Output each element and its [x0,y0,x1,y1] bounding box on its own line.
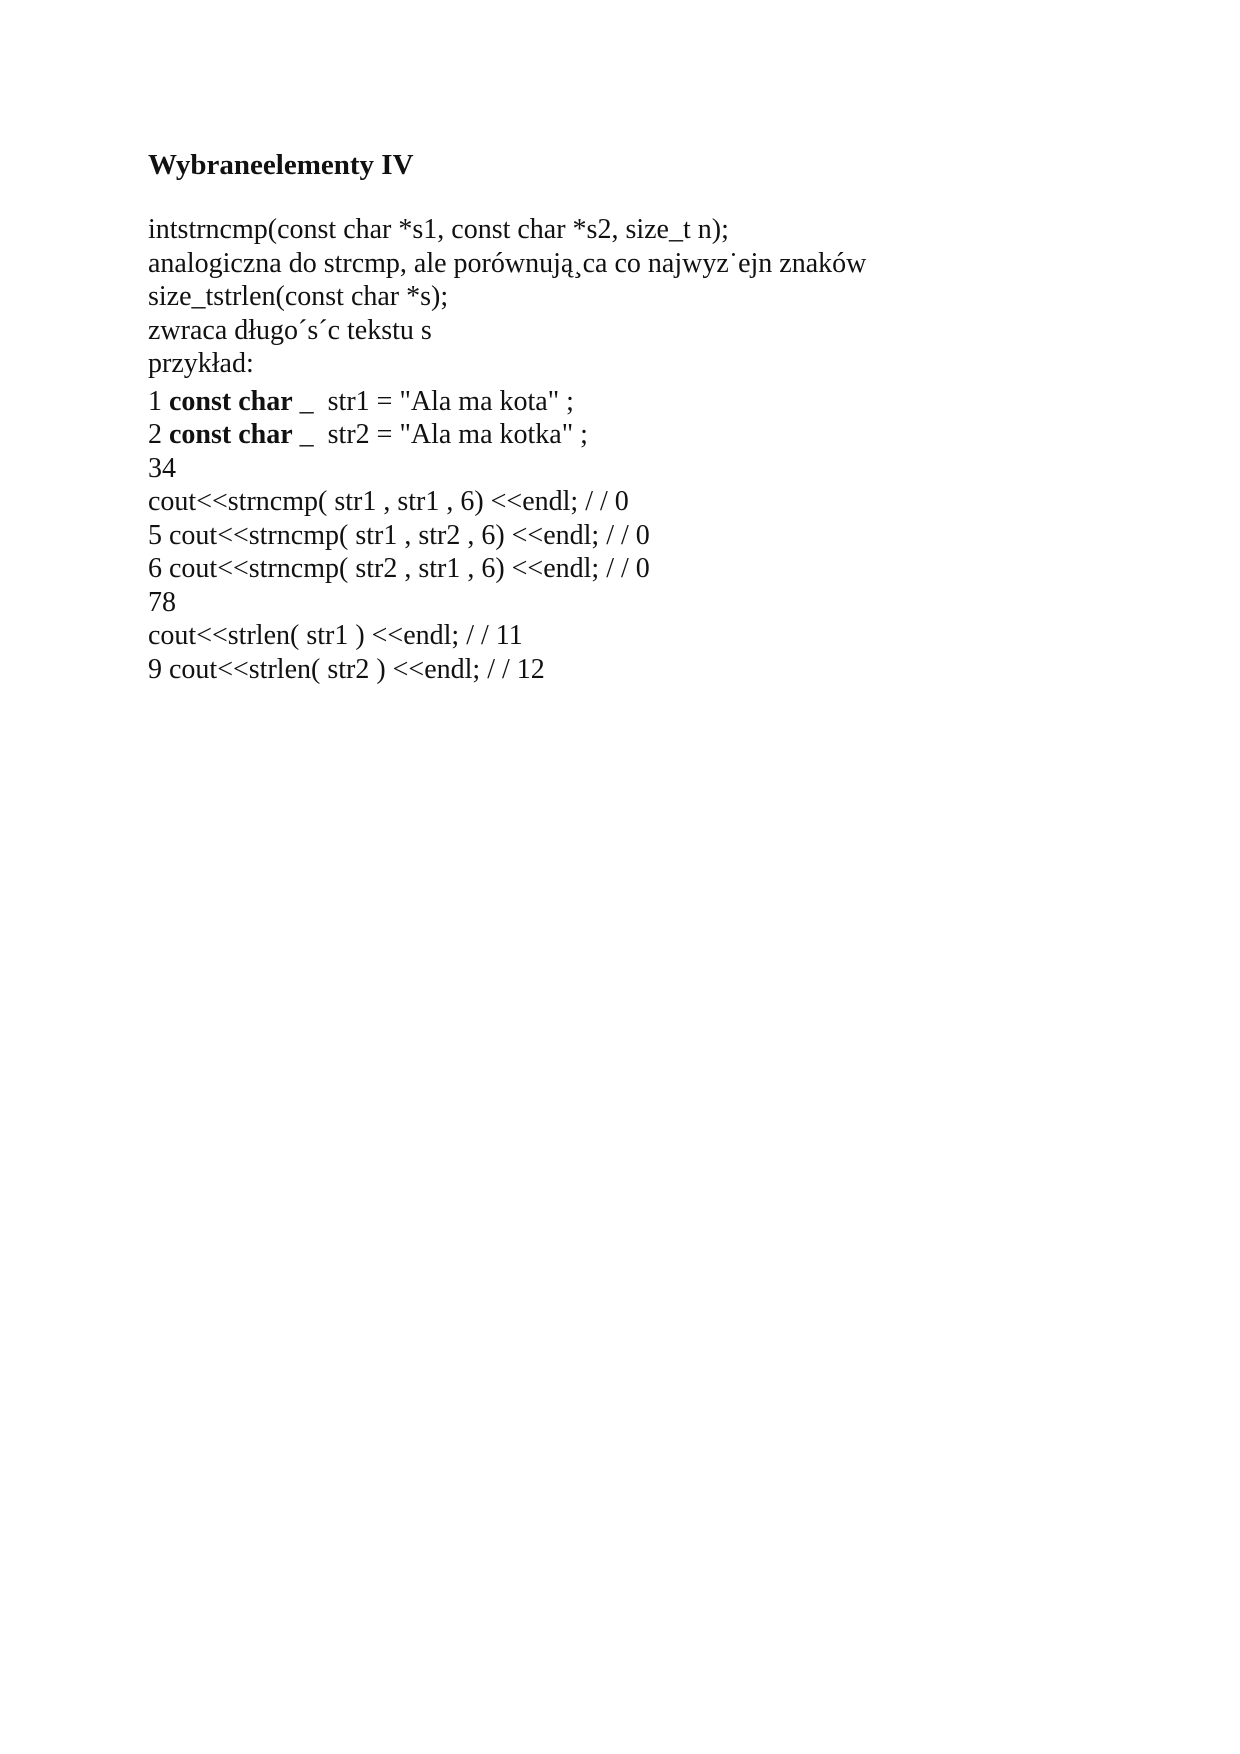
line-number: 2 [148,419,169,450]
code-line-1 [148,385,1148,419]
code-line-7-8: 78 [148,586,176,618]
code-text: _ str1 = "Ala ma kota" ; [292,385,574,417]
text-line-strncmp-description: analogiczna do strcmp, ale porównują¸ca co najwyz˙ejn znaków [148,247,867,279]
text-line-strncmp-signature: intstrncmp(const char *s1, const char *s2, size_t n); [148,214,729,245]
code-line-strncmp-3: 6 cout<<strncmp( str2 , str1 , 6) <<endl; / / 0 [148,553,650,584]
code-keyword: const char [169,385,293,417]
code-text: _ str2 = "Ala ma kotka" ; [292,419,588,450]
text-line-strlen-description: zwraca długo´s´c tekstu s [148,314,432,346]
text-line-example-label: przykład: [148,348,254,379]
code-line-strlen-2: 9 cout<<strlen( str2 ) <<endl; / / 12 [148,653,545,685]
line-number: 1 [148,385,169,417]
code-line-strncmp-1: cout<<strncmp( str1 , str1 , 6) <<endl; / / 0 [148,486,629,517]
code-line-3-4: 34 [148,452,176,484]
code-line-strlen-1: cout<<strlen( str1 ) <<endl; / / 11 [148,620,523,651]
document-body [148,213,1148,686]
code-line-2 [148,418,1148,452]
page-title: Wybraneelementy IV [148,149,414,181]
text-line-strlen-signature: size_tstrlen(const char *s); [148,281,449,312]
code-line-strncmp-2: 5 cout<<strncmp( str1 , str2 , 6) <<endl; / / 0 [148,519,650,551]
code-keyword: const char [169,419,293,450]
